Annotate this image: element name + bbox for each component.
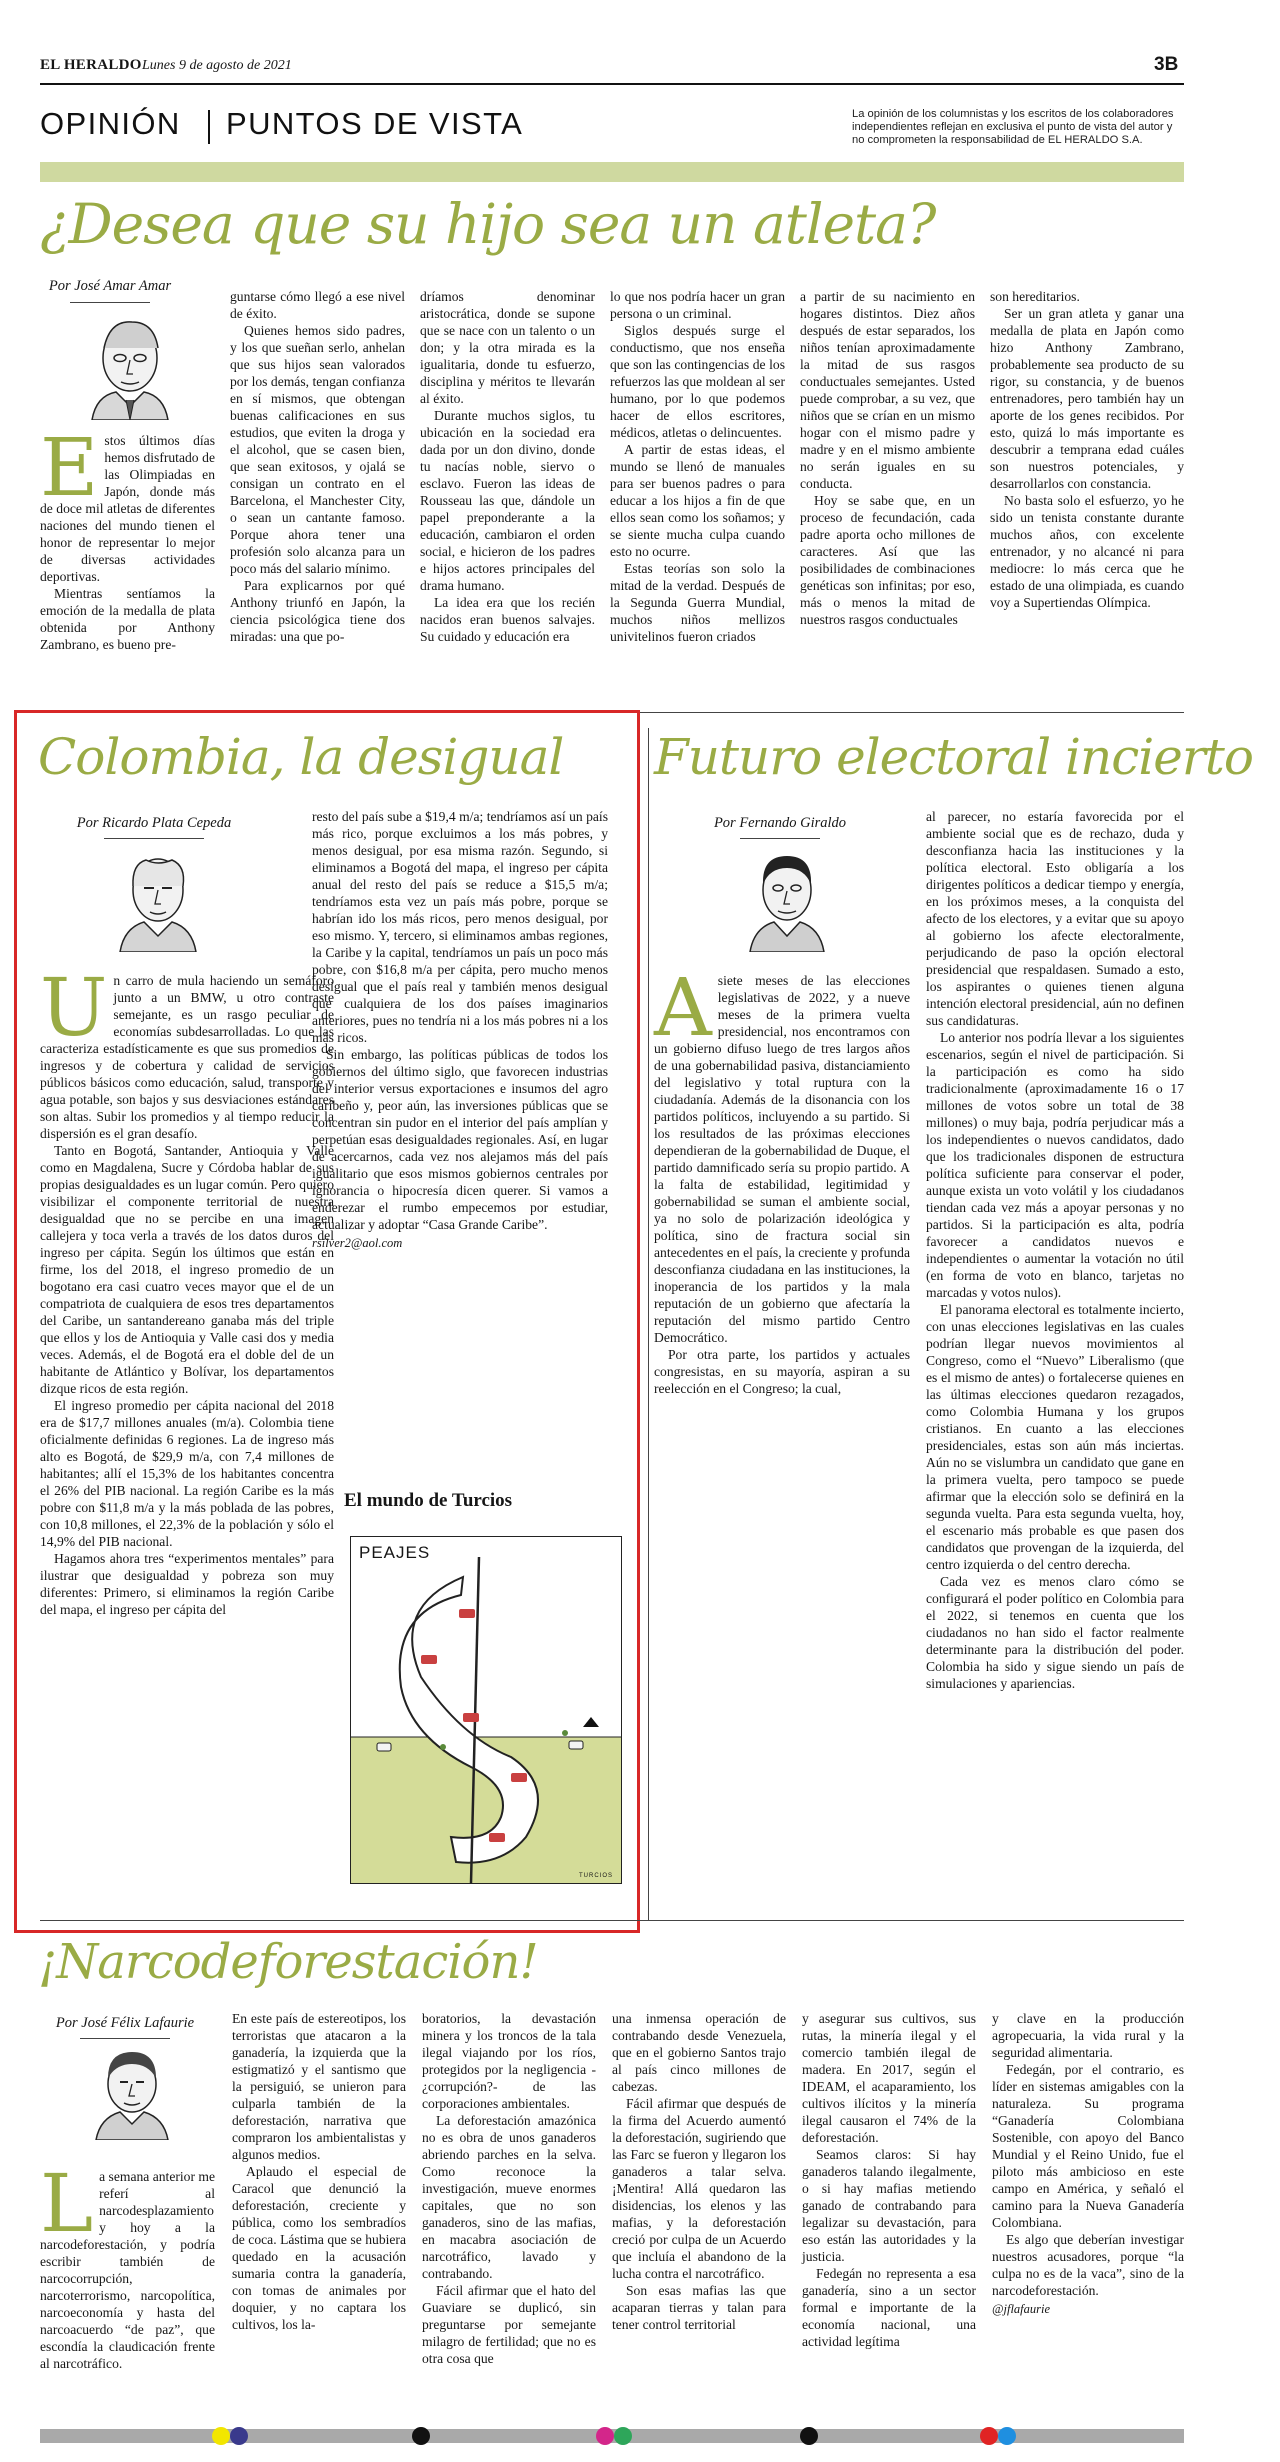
article-colombia-column-1	[40, 961, 334, 1618]
paragraph: son hereditarios.	[990, 289, 1080, 304]
author-portrait-amar	[80, 310, 180, 425]
article-atleta-column-5	[800, 288, 975, 628]
author-signature: rsilver2@aol.com	[312, 1236, 403, 1250]
paragraph: Tanto en Bogotá, Santander, Antioquia y Valle como en Magdalena, Sucre y Córdoba hablar de sus propias desigualdades es un lugar común. Pero quiero visibilizar el componente territorial de nuestra desigualdad que no se percibe en una imagen callejera y toca verla a través de los datos duros del ingreso per cápita. Según los últimos que están en firme, los del 2018, el ingreso promedio de un bogotano era casi cuatro veces mayor que el de un compatriota de cualquiera de esos tres departamentos del Caribe, un santandereano ganaba más del triple que ellos y los de Antioquia y Valle casi dos y media veces. Además, el de Bogotá era el doble del de un habitante de Atlántico y Bolívar, los departamentos dizque ricos de esta región.	[40, 1143, 334, 1396]
paragraph: una inmensa operación de contrabando desde Venezuela, que en el gobierno Santos trajo al país cinco millones de cabezas.	[612, 2011, 786, 2094]
dropcap: L	[40, 2157, 94, 2250]
paragraph: Para explicarnos por qué Anthony triunfó en Japón, la ciencia psicológica tiene dos miradas: una que po-	[230, 578, 405, 644]
article-atleta-column-3	[420, 288, 595, 645]
paragraph: Lo anterior nos podría llevar a los siguientes escenarios, según el nivel de participación. Si la participación es como ha sido tradicionalmente (aproximadamente 16 o 17 millones de votos sobre un total de 38 millones) o muy baja, podría perjudicar más a los independientes o nuevos candidatos, dado que los tradicionales disponen de estructura política suficiente para conservar el poder, aunque exista un voto volátil y los ciudadanos tiendan cada vez más a apoyar personas y no partidos. Si la participación es alta, podría favorecer a candidatos nuevos e independientes o aumentar la votación no útil (en forma de voto en blanco, tarjetas no marcadas y votos nulos).	[926, 1030, 1184, 1300]
article-narco-column-5	[802, 2010, 976, 2350]
paragraph: a partir de su nacimiento en hogares distintos. Diez años después de estar separados, los niños tenían aproximadamente la mitad de sus rasgos conductuales semejantes. Usted puede comprobar, a su vez, que niños que se crían en un mismo hogar con el mismo padre y madre y en el mismo ambiente no serán iguales en su conducta.	[800, 289, 975, 491]
paragraph: La idea era que los recién nacidos eran buenos salvajes. Su cuidado y educación era	[420, 595, 595, 644]
paragraph: Hoy se sabe que, en un proceso de fecundación, cada padre aporta ocho millones de caracteres. Así que las posibilidades de combinaciones genéticas son infinitas; por eso, más o menos la mitad de nuestros rasgos conductuales	[800, 493, 975, 627]
byline-rule	[70, 302, 150, 303]
article-atleta-column-2	[230, 288, 405, 645]
registration-dot-black	[800, 2427, 818, 2445]
paragraph: Estas teorías son solo la mitad de la verdad. Después de la Segunda Guerra Mundial, muchos niños mellizos univitelinos fueron criados	[610, 561, 785, 644]
article-electoral-column-2	[926, 808, 1184, 1692]
paragraph: A partir de estas ideas, el mundo se llenó de manuales para ser buenos padres o para educar a los hijos a fin de que ellos sean como los soñamos; y se siente mucha culpa cuando esto no ocurre.	[610, 442, 785, 559]
article-colombia-title: Colombia, la desigual	[38, 728, 564, 786]
byline-rule	[80, 2038, 170, 2039]
registration-dot-magenta	[596, 2427, 614, 2445]
newspaper-name: EL HERALDO	[40, 57, 142, 73]
paragraph: Hagamos ahora tres “experimentos mentales” para ilustrar que desigualdad y pobreza son muy diferentes: Primero, si eliminamos la región Caribe del mapa, el ingreso per cápita del	[40, 1551, 334, 1617]
paragraph: lo que nos podría hacer un gran persona o un criminal.	[610, 289, 785, 321]
dropcap: U	[40, 961, 108, 1054]
article-narco-byline: Por José Félix Lafaurie	[55, 2015, 195, 2031]
article-electoral-column-1	[654, 961, 910, 1397]
byline-rule	[104, 838, 204, 839]
registration-dot-yellow	[212, 2427, 230, 2445]
paragraph: boratorios, la devastación minera y los troncos de la tala ilegal viajando por los ríos, protegidos por la negligencia -¿corrupción?- de las corporaciones ambientales.	[422, 2011, 596, 2111]
paragraph: Fedegán, por el contrario, es líder en sistemas amigables con la naturaleza. Su programa “Ganadería Colombiana Sostenible, con apoyo del Banco Mundial y el Reino Unido, fue el piloto más ambicioso en este campo en América, y señaló el camino para la Nueva Ganadería Colombiana.	[992, 2062, 1184, 2230]
page-number: 3B	[1154, 54, 1179, 75]
article-atleta-column-4	[610, 288, 785, 645]
article-separator	[40, 1920, 1184, 1921]
article-narco-column-3	[422, 2010, 596, 2367]
article-electoral-title: Futuro electoral incierto	[654, 728, 1253, 786]
paragraph: El panorama electoral es totalmente incierto, con unas elecciones legislativas en las cuales podrían llegar nuevos movimientos al Congreso, como el “Nuevo” Liberalismo (que es el mismo de antes) o fortalecerse quienes en las últimas elecciones quedaron rezagados, como Colombia Humana y los grupos cristianos. En cuanto a las elecciones presidenciales, estas son aún más inciertas. Aún no se vislumbra un candidato que gane en la primera vuelta, pero tampoco se puede afirmar que la elección solo se definirá en la segunda vuelta. Para esta segunda vuelta, hoy, el escenario más probable es que pasen dos candidatos que provengan de la izquierda, del centro izquierda o del centro derecha.	[926, 1302, 1184, 1572]
column-divider	[648, 728, 649, 1920]
paragraph: Sin embargo, las políticas públicas de todos los gobiernos del último siglo, que favorecen industrias del interior versus exportaciones e insumos del agro caribeño y, peor aún, las inversiones públicas que se concentran sin pudor en el interior del país amplían y perpetúan esas desigualdades regionales. Así, en lugar de acercarnos, cada vez nos alejamos más del país igualitario que esos mismos gobiernos centrales por ignorancia o hipocresía dicen querer. Si vamos a enderezar el rumbo empecemos por estudiar, actualizar y adoptar “Casa Grande Caribe”.	[312, 1047, 608, 1232]
masthead-rule	[40, 83, 1184, 85]
article-atleta-byline: Por José Amar Amar	[48, 278, 172, 294]
paragraph: Fácil afirmar que el hato del Guaviare se duplicó, sin preguntarse por semejante milagro de fertilidad; que no es otra cosa que	[422, 2283, 596, 2366]
registration-dot-green	[614, 2427, 632, 2445]
paragraph: Cada vez es menos claro cómo se configurará el poder político en Colombia para el 2022, si tenemos en cuenta que los ciudadanos no han sido el factor realmente determinante para la distribución del poder. Colombia ha sido y sigue siendo un país de simulaciones y apariencias.	[926, 1574, 1184, 1691]
paragraph: y asegurar sus cultivos, sus rutas, la minería ilegal y el comercio también ilegal de madera. En 2017, según el IDEAM, el acaparamiento, los cultivos ilícitos y la minería ilegal causaron el 74% de la deforestación.	[802, 2011, 976, 2145]
paragraph: resto del país sube a $19,4 m/a; tendríamos así un país más rico, porque excluimos a los más pobres, y menos desigual, por esa misma razón. Segundo, si eliminamos a Bogotá del mapa, el ingreso per cápita anual del resto del país se reduce a $15,5 m/a; tendríamos esta vez un país más pobre, porque se habrían ido los más ricos, pero menos desigual, por eso mismo. Y, tercero, si eliminamos ambas regiones, la Caribe y la capital, tendríamos un país un poco más pobre, con $16,8 m/a per cápita, pero mucho menos desigual que el país real y también menos desigual que cualquiera de los dos países imaginarios anteriores, pues no tendría ni a los más pobres ni a los más ricos.	[312, 809, 608, 1045]
article-atleta-column-6	[990, 288, 1184, 611]
paragraph: Es algo que deberían investigar nuestros acusadores, porque “la culpa no es de la vaca”, sino de la narcodeforestación.	[992, 2232, 1184, 2298]
cartoon-panel-label: PEAJES	[359, 1543, 431, 1562]
disclaimer: La opinión de los columnistas y los escritos de los colaboradores independientes reflejan en exclusiva el punto de vista del autor y no comprometen la responsabilidad de EL HERALDO S.A.	[852, 108, 1174, 147]
paragraph: La deforestación amazónica no es obra de unos ganaderos abriendo parches en la selva. Como reconoce la investigación, mueve enormes capitales, que no son ganaderos, sino de las mafias, en macabra asociación de narcotráfico, lavado y contrabando.	[422, 2113, 596, 2281]
paragraph: Siglos después surge el conductismo, que nos enseña que son las contingencias de los refuerzos las que moldean al ser humano, por lo que podemos hacer de ellos escritores, médicos, atletas o delincuentes.	[610, 323, 785, 440]
paragraph: Seamos claros: Si hay ganaderos talando ilegalmente, o si hay mafias metiendo ganado de contrabando para legalizar su devastación, para eso están las autoridades y la justicia.	[802, 2147, 976, 2264]
section-title-puntos: PUNTOS DE VISTA	[226, 106, 524, 141]
paragraph: Quienes hemos sido padres, y los que sueñan serlo, anhelan que sus hijos sean valorados por los demás, tengan confianza en sí mismos, que obtengan buenas calificaciones en sus estudios, que eviten la droga y el alcohol, que se casen bien, que sean exitosos, y ojalá se consigan un contrato en el Barcelona, el Manchester City, o sean un cantante famoso. Porque ahora tener una profesión solo alcanza para un poco más del salario mínimo.	[230, 323, 405, 576]
paragraph: Son esas mafias las que acaparan tierras y talan para tener control territorial	[612, 2283, 786, 2332]
paragraph: y clave en la producción agropecuaria, la vida rural y la seguridad alimentaria.	[992, 2011, 1184, 2060]
article-colombia-byline: Por Ricardo Plata Cepeda	[76, 815, 232, 831]
article-narco-column-6	[992, 2010, 1184, 2318]
paragraph: Por otra parte, los partidos y actuales congresistas, en su mayoría, aspiran a su reelección en el Congreso; la cual,	[654, 1347, 910, 1396]
paragraph: Ser un gran atleta y ganar una medalla de plata en Japón como hizo Anthony Zambrano, probablemente sea producto de su rigor, su constancia, y de buenos entrenadores, pero también hay un aporte de los genes recibidos. Por esto, quizá lo más importante es descubrir a temprana edad cuáles son nuestros potenciales, y desarrollarlos con constancia.	[990, 306, 1184, 491]
cartoon-title: El mundo de Turcios	[344, 1490, 513, 1511]
article-narco-column-1	[40, 2157, 215, 2372]
section-color-bar	[40, 162, 1184, 182]
registration-dot-black	[412, 2427, 430, 2445]
issue-date: Lunes 9 de agosto de 2021	[142, 58, 292, 73]
section-title-opinion: OPINIÓN	[40, 106, 181, 141]
dropcap: A	[654, 961, 712, 1054]
article-narco-column-2	[232, 2010, 406, 2333]
paragraph: En este país de estereotipos, los terroristas que atacaron a la ganadería, la izquierda que la estigmatizó y el santismo que la persiguió, se unieron para culparla también de la deforestación, narrativa que compraron los ambientalistas y algunos medios.	[232, 2011, 406, 2162]
author-portrait-giraldo	[742, 842, 832, 957]
paragraph: dríamos denominar aristocrática, donde se supone que se nace con un talento o un don; y la otra mirada es la igualitaria, donde tu esfuerzo, disciplina y méritos te llevarán al éxito.	[420, 289, 595, 406]
paragraph: El ingreso promedio per cápita nacional del 2018 era de $17,7 millones anuales (m/a). Colombia tiene oficialmente definidas 6 regiones. La de ingreso más alto es Bogotá, de $29,9 m/a, con 7,4 millones de habitantes; allí el 15,3% de los habitantes concentra el 26% del PIB nacional. La región Caribe es la más pobre con $11,8 m/a y la más poblada de las pobres, con 10,8 millones, el 22,3% de la población y sólo el 14,9% del PIB nacional.	[40, 1398, 334, 1549]
dropcap: E	[40, 421, 99, 514]
author-portrait-plata	[110, 842, 206, 957]
paragraph: Mientras sentíamos la emoción de la medalla de plata obtenida por Anthony Zambrano, es bueno pre-	[40, 586, 215, 652]
registration-dot-blue	[998, 2427, 1016, 2445]
cartoon-signature: TURCIOS	[579, 1873, 613, 1879]
paragraph: Durante muchos siglos, tu ubicación en la sociedad era dada por un don divino, donde tu nacías noble, siervo o esclavo. Fueron las ideas de Rousseau las que, dándole un papel preponderante a la educación, cambiaron el orden social, e hicieron de los padres e hijos actores principales del drama humano.	[420, 408, 595, 593]
paragraph: Aplaudo el especial de Caracol que denunció la deforestación, creciente y pública, como los sembradíos de coca. Lástima que se hubiera quedado en la acusación sumaria contra la ganadería, con tomas de animales por doquier, y no captara los cultivos, los la-	[232, 2164, 406, 2332]
paragraph: guntarse cómo llegó a ese nivel de éxito.	[230, 289, 405, 321]
author-signature: @jflafaurie	[992, 2302, 1051, 2316]
byline-rule	[740, 838, 820, 839]
section-divider	[208, 110, 210, 144]
article-atleta-column-1	[40, 421, 215, 653]
paragraph: al parecer, no estaría favorecida por el ambiente social que es de rechazo, duda y desconfianza hacia las instituciones y la política electoral. Esto obligaría a los dirigentes políticos a dedicar tiempo y energía, en los próximos meses, a la conquista del afecto de los electores, y a evitar que su apoyo al gobierno los afecte electoralmente, perjudicando de paso la opción electoral presidencial que respaldasen. Sumado a esto, los aspirantes o quienes tienen alguna intención electoral presidencial, aún no definen sus candidaturas.	[926, 809, 1184, 1028]
article-narco-column-4	[612, 2010, 786, 2333]
paragraph: Fedegán no representa a esa ganadería, sino a un sector formal e importante de la economía nacional, una actividad legítima	[802, 2266, 976, 2349]
article-atleta-title: ¿Desea que su hijo sea un atleta?	[40, 192, 936, 256]
paragraph: siete meses de las elecciones legislativas de 2022, y a nueve meses de la primera vuelta presidencial, nos encontramos con un gobierno difuso luego de tres largos años de una gobernabilidad pasiva, distanciamiento del legislativo y total ruptura con la ciudadanía. Además de la disonancia con los partidos políticos, incluyendo a su partido. Si los resultados de las próximas elecciones dependieran de la gobernabilidad de Duque, el partido damnificado sería su propio partido. A la falta de estabilidad, legitimidad y gobernabilidad se suman el ambiente social, ya no solo de polarización ideológica y política, sino de fractura social sin antecedentes en el país, la creciente y profunda desconfianza ciudadana en las instituciones, la inoperancia de los partidos y la mala reputación de un gobierno que afectaría la reputación del mismo partido Centro Democrático.	[654, 973, 910, 1345]
article-narco-title: ¡Narcodeforestación!	[38, 1934, 538, 1990]
registration-dot-red	[980, 2427, 998, 2445]
paragraph: stos últimos días hemos disfrutado de las Olimpiadas en Japón, donde más de doce mil atletas de diferentes naciones del mundo tienen el honor de representar lo mejor de diversas actividades deportivas.	[40, 433, 215, 584]
paragraph: Fácil afirmar que después de la firma del Acuerdo aumentó la deforestación, sugiriendo que las Farc se fueron y llegaron los ganaderos a talar selva. ¡Mentira! Allá quedaron las disidencias, los elenos y las mafias, y la deforestación creció por culpa de un Acuerdo que incluía el abandono de la lucha contra el narcotráfico.	[612, 2096, 786, 2281]
registration-dot-navy	[230, 2427, 248, 2445]
author-portrait-lafaurie	[82, 2040, 182, 2145]
article-electoral-byline: Por Fernando Giraldo	[713, 815, 847, 831]
article-colombia-column-2	[312, 808, 608, 1252]
paragraph: a semana anterior me referí al narcodesplazamiento y hoy a la narcodeforestación, y podría escribir también de narcocorrupción, narcoterrorismo, narcopolítica, narcoeconomía y hasta del narcoacuerdo “de paz”, que escondía la claudicación frente al narcotráfico.	[40, 2169, 215, 2371]
paragraph: No basta solo el esfuerzo, yo he sido un tenista constante durante muchos años, con excelente entrenador, y no alcancé ni para mediocre: lo más cerca que he estado de una olimpiada, es cuando voy a Supertiendas Olímpica.	[990, 493, 1184, 610]
paragraph: n carro de mula haciendo un semáforo junto a un BMW, u otro contraste semejante, es un rasgo peculiar de economías subdesarrolladas. Lo que las caracteriza estadísticamente es que sus promedios de ingresos y de cobertura y calidad de servicios públicos básicos como educación, salud, transporte y agua potable, son bajos y sus desviaciones estándares son altas. Subir los promedios y al tiempo reducir la dispersión es el gran desafío.	[40, 973, 334, 1141]
cartoon-panel	[350, 1536, 622, 1884]
